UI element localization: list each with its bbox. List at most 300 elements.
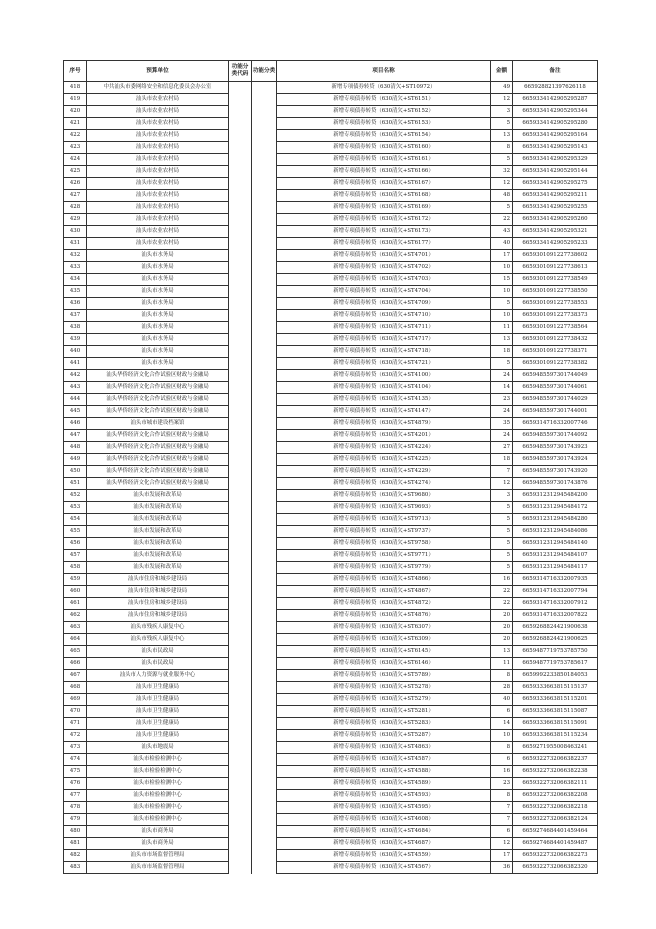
table-row — [64, 670, 598, 682]
header-budget-unit: 预算单位 — [87, 61, 229, 82]
cell-amount: 24 — [491, 430, 513, 442]
table-row — [64, 238, 598, 250]
cell-project-name: 新增专项债券转贷（630清欠+ST6309） — [277, 634, 491, 646]
cell-project-name: 新增专项债券转贷（630清欠+ST6173） — [277, 226, 491, 238]
header-amount: 金额 — [491, 61, 513, 82]
cell-project-name: 新增专项债券转贷（630清欠+ST4710） — [277, 310, 491, 322]
cell-note: 6659268824421900638 — [513, 622, 598, 634]
cell-serial-no: 457 — [64, 550, 87, 562]
cell-note: 6659485597301744061 — [513, 382, 598, 394]
cell-note: 6659992233850184053 — [513, 670, 598, 682]
cell-project-name: 新增专项债券转贷（630清欠+ST10972） — [277, 82, 491, 94]
cell-project-name: 新增专项债券转贷（630清欠+ST4224） — [277, 442, 491, 454]
table-row — [64, 682, 598, 694]
cell-note: 6659334142905295287 — [513, 94, 598, 106]
cell-amount: 5 — [491, 118, 513, 130]
cell-budget-unit: 汕头市检验检测中心 — [87, 754, 229, 766]
cell-budget-unit: 汕头华侨经济文化合作试验区财政与金融局 — [87, 466, 229, 478]
cell-serial-no: 467 — [64, 670, 87, 682]
cell-amount: 20 — [491, 610, 513, 622]
cell-amount: 10 — [491, 310, 513, 322]
table-row — [64, 142, 598, 154]
cell-amount: 17 — [491, 850, 513, 862]
cell-amount: 14 — [491, 382, 513, 394]
cell-note: 6659314716332007822 — [513, 610, 598, 622]
cell-serial-no: 434 — [64, 274, 87, 286]
cell-project-name: 新增专项债券转贷（630清欠+ST6161） — [277, 154, 491, 166]
cell-budget-unit: 汕头市水务局 — [87, 262, 229, 274]
cell-project-name: 新增专项债券转贷（630清欠+ST6166） — [277, 166, 491, 178]
table-row — [64, 382, 598, 394]
cell-note: 6659334142905295233 — [513, 238, 598, 250]
cell-budget-unit: 汕头市水务局 — [87, 358, 229, 370]
cell-amount: 16 — [491, 766, 513, 778]
cell-project-name: 新增专项债券转贷（630清欠+ST4866） — [277, 574, 491, 586]
cell-project-name: 新增专项债券转贷（630清欠+ST4100） — [277, 370, 491, 382]
cell-note: 6659485597301743876 — [513, 478, 598, 490]
table-row — [64, 706, 598, 718]
cell-serial-no: 421 — [64, 118, 87, 130]
cell-function-code-merged — [229, 82, 252, 874]
header-function-code: 功能分类代码 — [229, 61, 252, 82]
cell-serial-no: 433 — [64, 262, 87, 274]
cell-serial-no: 450 — [64, 466, 87, 478]
cell-budget-unit: 汕头市农业农村局 — [87, 106, 229, 118]
cell-note: 6659334142905295260 — [513, 214, 598, 226]
cell-budget-unit: 汕头市水务局 — [87, 310, 229, 322]
cell-budget-unit: 汕头市水务局 — [87, 334, 229, 346]
cell-serial-no: 427 — [64, 190, 87, 202]
cell-amount: 3 — [491, 106, 513, 118]
cell-note: 6659485597301743920 — [513, 466, 598, 478]
table-row — [64, 394, 598, 406]
cell-project-name: 新增专项债券转贷（630清欠+ST4559） — [277, 850, 491, 862]
cell-budget-unit: 汕头市水务局 — [87, 298, 229, 310]
cell-budget-unit: 汕头市人力资源与就业服务中心 — [87, 670, 229, 682]
cell-serial-no: 473 — [64, 742, 87, 754]
cell-note: 6659314716332007746 — [513, 418, 598, 430]
table-row — [64, 262, 598, 274]
cell-budget-unit: 汕头市商务局 — [87, 826, 229, 838]
cell-amount: 5 — [491, 550, 513, 562]
table-row — [64, 346, 598, 358]
cell-budget-unit: 汕头市发展和改革局 — [87, 526, 229, 538]
table-row — [64, 166, 598, 178]
cell-budget-unit: 汕头市农业农村局 — [87, 154, 229, 166]
cell-budget-unit: 汕头市农业农村局 — [87, 130, 229, 142]
cell-serial-no: 477 — [64, 790, 87, 802]
cell-amount: 13 — [491, 130, 513, 142]
cell-amount: 8 — [491, 790, 513, 802]
cell-budget-unit: 汕头市农业农村局 — [87, 214, 229, 226]
cell-budget-unit: 汕头市市场监督管理局 — [87, 850, 229, 862]
cell-serial-no: 463 — [64, 622, 87, 634]
cell-project-name: 新增专项债券转贷（630清欠+ST6160） — [277, 142, 491, 154]
cell-project-name: 新增专项债券转贷（630清欠+ST4104） — [277, 382, 491, 394]
cell-budget-unit: 汕头市检验检测中心 — [87, 766, 229, 778]
cell-note: 6659334142905295143 — [513, 142, 598, 154]
cell-amount: 16 — [491, 574, 513, 586]
table-row — [64, 106, 598, 118]
table-row — [64, 814, 598, 826]
cell-amount: 6 — [491, 754, 513, 766]
table-row — [64, 418, 598, 430]
cell-serial-no: 438 — [64, 322, 87, 334]
cell-project-name: 新增专项债券转贷（630清欠+ST4225） — [277, 454, 491, 466]
cell-project-name: 新增专项债券转贷（630清欠+ST4876） — [277, 610, 491, 622]
cell-budget-unit: 汕头市商务局 — [87, 838, 229, 850]
cell-amount: 18 — [491, 346, 513, 358]
cell-serial-no: 479 — [64, 814, 87, 826]
cell-project-name: 新增专项债券转贷（630清欠+ST4709） — [277, 298, 491, 310]
cell-serial-no: 447 — [64, 430, 87, 442]
cell-budget-unit: 汕头市卫生健康局 — [87, 706, 229, 718]
cell-budget-unit: 汕头市发展和改革局 — [87, 490, 229, 502]
table-row — [64, 862, 598, 874]
cell-note: 6659314716332007912 — [513, 598, 598, 610]
cell-budget-unit: 汕头市发展和改革局 — [87, 562, 229, 574]
cell-budget-unit: 汕头市残疾人康复中心 — [87, 622, 229, 634]
table-row — [64, 850, 598, 862]
cell-budget-unit: 汕头市检验检测中心 — [87, 802, 229, 814]
cell-project-name: 新增专项债券转贷（630清欠+ST4587） — [277, 754, 491, 766]
cell-budget-unit: 汕头华侨经济文化合作试验区财政与金融局 — [87, 382, 229, 394]
cell-amount: 5 — [491, 562, 513, 574]
cell-note: 6659312312945484086 — [513, 526, 598, 538]
cell-project-name: 新增专项债券转贷（630清欠+ST4274） — [277, 478, 491, 490]
cell-project-name: 新增专项债券转贷（630清欠+ST4701） — [277, 250, 491, 262]
cell-serial-no: 432 — [64, 250, 87, 262]
cell-project-name: 新增专项债券转贷（630清欠+ST4702） — [277, 262, 491, 274]
table-row — [64, 406, 598, 418]
budget-table — [63, 60, 598, 874]
cell-budget-unit: 汕头市发展和改革局 — [87, 550, 229, 562]
table-row — [64, 658, 598, 670]
cell-note: 6659301091227738549 — [513, 274, 598, 286]
cell-amount: 15 — [491, 274, 513, 286]
cell-budget-unit: 汕头市检验检测中心 — [87, 778, 229, 790]
table-row — [64, 742, 598, 754]
cell-budget-unit: 汕头市农业农村局 — [87, 178, 229, 190]
cell-project-name: 新增专项债券转贷（630清欠+ST9737） — [277, 526, 491, 538]
cell-serial-no: 448 — [64, 442, 87, 454]
cell-project-name: 新增专项债券转贷（630清欠+ST6307） — [277, 622, 491, 634]
cell-amount: 22 — [491, 586, 513, 598]
cell-amount: 32 — [491, 166, 513, 178]
cell-note: 6659322732066382208 — [513, 790, 598, 802]
cell-amount: 6 — [491, 826, 513, 838]
cell-note: 6659333663815115137 — [513, 682, 598, 694]
cell-budget-unit: 汕头市水务局 — [87, 322, 229, 334]
cell-budget-unit: 汕头华侨经济文化合作试验区财政与金融局 — [87, 406, 229, 418]
cell-amount: 23 — [491, 394, 513, 406]
table-row — [64, 598, 598, 610]
cell-amount: 27 — [491, 442, 513, 454]
cell-note: 6659301091227738382 — [513, 358, 598, 370]
cell-serial-no: 437 — [64, 310, 87, 322]
cell-amount: 10 — [491, 286, 513, 298]
cell-budget-unit: 汕头市卫生健康局 — [87, 682, 229, 694]
table-row — [64, 718, 598, 730]
table-row — [64, 550, 598, 562]
table-row — [64, 214, 598, 226]
table-row — [64, 526, 598, 538]
cell-project-name: 新增专项债券转贷（630清欠+ST6145） — [277, 646, 491, 658]
cell-amount: 36 — [491, 862, 513, 874]
cell-serial-no: 471 — [64, 718, 87, 730]
cell-note: 6659268824421900625 — [513, 634, 598, 646]
table-row — [64, 274, 598, 286]
cell-serial-no: 439 — [64, 334, 87, 346]
table-row — [64, 778, 598, 790]
cell-serial-no: 430 — [64, 226, 87, 238]
cell-note: 6659485597301744092 — [513, 430, 598, 442]
cell-amount: 13 — [491, 646, 513, 658]
cell-project-name: 新增专项债券转贷（630清欠+ST9771） — [277, 550, 491, 562]
cell-project-name: 新增专项债券转贷（630清欠+ST5789） — [277, 670, 491, 682]
cell-note: 665928821397626118 — [513, 82, 598, 94]
cell-budget-unit: 汕头市水务局 — [87, 346, 229, 358]
cell-amount: 24 — [491, 406, 513, 418]
cell-project-name: 新增专项债券转贷（630清欠+ST9758） — [277, 538, 491, 550]
table-row — [64, 178, 598, 190]
cell-budget-unit: 汕头市水务局 — [87, 274, 229, 286]
cell-serial-no: 465 — [64, 646, 87, 658]
table-row — [64, 754, 598, 766]
cell-amount: 5 — [491, 298, 513, 310]
cell-project-name: 新增专项债券转贷（630清欠+ST6154） — [277, 130, 491, 142]
table-row — [64, 730, 598, 742]
cell-note: 6659301091227738432 — [513, 334, 598, 346]
cell-budget-unit: 汕头市住房和城乡建设局 — [87, 598, 229, 610]
cell-serial-no: 431 — [64, 238, 87, 250]
cell-project-name: 新增专项债券转贷（630清欠+ST9680） — [277, 490, 491, 502]
cell-amount: 5 — [491, 502, 513, 514]
cell-project-name: 新增专项债券转贷（630清欠+ST6152） — [277, 106, 491, 118]
cell-serial-no: 429 — [64, 214, 87, 226]
cell-note: 6659312312945484200 — [513, 490, 598, 502]
cell-project-name: 新增专项债券转贷（630清欠+ST6169） — [277, 202, 491, 214]
table-row — [64, 634, 598, 646]
cell-serial-no: 483 — [64, 862, 87, 874]
table-row — [64, 502, 598, 514]
table-row — [64, 298, 598, 310]
table-row — [64, 838, 598, 850]
cell-serial-no: 475 — [64, 766, 87, 778]
cell-note: 6659301091227738553 — [513, 298, 598, 310]
cell-note: 6659322732066382237 — [513, 754, 598, 766]
cell-budget-unit: 汕头华侨经济文化合作试验区财政与金融局 — [87, 478, 229, 490]
table-row — [64, 826, 598, 838]
cell-budget-unit: 汕头市农业农村局 — [87, 166, 229, 178]
table-row — [64, 130, 598, 142]
table-row — [64, 358, 598, 370]
cell-budget-unit: 汕头市发展和改革局 — [87, 514, 229, 526]
cell-budget-unit: 汕头市发展和改革局 — [87, 502, 229, 514]
cell-note: 6659312312945484117 — [513, 562, 598, 574]
cell-amount: 12 — [491, 94, 513, 106]
cell-amount: 5 — [491, 154, 513, 166]
table-row — [64, 430, 598, 442]
cell-serial-no: 482 — [64, 850, 87, 862]
cell-budget-unit: 汕头市地震局 — [87, 742, 229, 754]
cell-amount: 18 — [491, 454, 513, 466]
cell-project-name: 新增专项债券转贷（630清欠+ST4872） — [277, 598, 491, 610]
cell-budget-unit: 汕头华侨经济文化合作试验区财政与金融局 — [87, 430, 229, 442]
cell-project-name: 新增专项债券转贷（630清欠+ST4863） — [277, 742, 491, 754]
cell-serial-no: 435 — [64, 286, 87, 298]
cell-note: 6659487719753785617 — [513, 658, 598, 670]
cell-note: 6659301091227738602 — [513, 250, 598, 262]
cell-project-name: 新增专项债券转贷（630清欠+ST6172） — [277, 214, 491, 226]
cell-note: 6659322732066382320 — [513, 862, 598, 874]
cell-budget-unit: 中共汕头市委网络安全和信息化委员会办公室 — [87, 82, 229, 94]
header-project-name: 项目名称 — [277, 61, 491, 82]
cell-project-name: 新增专项债券转贷（630清欠+ST4608） — [277, 814, 491, 826]
cell-amount: 8 — [491, 742, 513, 754]
cell-project-name: 新增专项债券转贷（630清欠+ST4717） — [277, 334, 491, 346]
cell-serial-no: 423 — [64, 142, 87, 154]
table-row — [64, 802, 598, 814]
cell-serial-no: 424 — [64, 154, 87, 166]
cell-note: 6659301091227738564 — [513, 322, 598, 334]
cell-amount: 7 — [491, 466, 513, 478]
cell-project-name: 新增专项债券转贷（630清欠+ST4704） — [277, 286, 491, 298]
cell-project-name: 新增专项债券转贷（630清欠+ST6177） — [277, 238, 491, 250]
table-row — [64, 694, 598, 706]
cell-amount: 12 — [491, 478, 513, 490]
cell-serial-no: 480 — [64, 826, 87, 838]
cell-serial-no: 436 — [64, 298, 87, 310]
cell-budget-unit: 汕头华侨经济文化合作试验区财政与金融局 — [87, 442, 229, 454]
cell-project-name: 新增专项债券转贷（630清欠+ST5281） — [277, 706, 491, 718]
cell-budget-unit: 汕头市城市建设档案馆 — [87, 418, 229, 430]
cell-serial-no: 462 — [64, 610, 87, 622]
cell-serial-no: 464 — [64, 634, 87, 646]
cell-project-name: 新增专项债券转贷（630清欠+ST6167） — [277, 178, 491, 190]
cell-amount: 49 — [491, 82, 513, 94]
cell-budget-unit: 汕头华侨经济文化合作试验区财政与金融局 — [87, 454, 229, 466]
cell-note: 6659322732066382124 — [513, 814, 598, 826]
table-row — [64, 310, 598, 322]
cell-note: 6659333663815115234 — [513, 730, 598, 742]
table-row — [64, 190, 598, 202]
cell-amount: 5 — [491, 202, 513, 214]
cell-budget-unit: 汕头市市场监督管理局 — [87, 862, 229, 874]
cell-amount: 10 — [491, 262, 513, 274]
cell-note: 6659312312945484280 — [513, 514, 598, 526]
cell-project-name: 新增专项债券转贷（630清欠+ST4135） — [277, 394, 491, 406]
table-row — [64, 466, 598, 478]
cell-note: 6659314716332007935 — [513, 574, 598, 586]
cell-note: 6659314716332007794 — [513, 586, 598, 598]
cell-note: 6659312312945484172 — [513, 502, 598, 514]
cell-budget-unit: 汕头市农业农村局 — [87, 190, 229, 202]
table-row — [64, 334, 598, 346]
cell-serial-no: 474 — [64, 754, 87, 766]
cell-note: 6659485597301743924 — [513, 454, 598, 466]
cell-function-category-merged — [252, 82, 277, 874]
cell-budget-unit: 汕头市住房和城乡建设局 — [87, 610, 229, 622]
table-row — [64, 250, 598, 262]
table-row — [64, 370, 598, 382]
cell-project-name: 新增专项债券转贷（630清欠+ST4718） — [277, 346, 491, 358]
cell-project-name: 新增专项债券转贷（630清欠+ST4687） — [277, 838, 491, 850]
cell-serial-no: 476 — [64, 778, 87, 790]
table-row — [64, 322, 598, 334]
cell-amount: 12 — [491, 838, 513, 850]
cell-serial-no: 428 — [64, 202, 87, 214]
cell-serial-no: 440 — [64, 346, 87, 358]
cell-serial-no: 444 — [64, 394, 87, 406]
cell-note: 6659301091227738371 — [513, 346, 598, 358]
cell-note: 6659334142905295255 — [513, 202, 598, 214]
cell-budget-unit: 汕头市住房和城乡建设局 — [87, 574, 229, 586]
cell-note: 6659322732066382273 — [513, 850, 598, 862]
cell-note: 6659334142905295275 — [513, 178, 598, 190]
cell-amount: 48 — [491, 190, 513, 202]
cell-note: 6659334142905295144 — [513, 166, 598, 178]
cell-amount: 5 — [491, 358, 513, 370]
header-serial-no: 序号 — [64, 61, 87, 82]
cell-project-name: 新增专项债券转贷（630清欠+ST4589） — [277, 778, 491, 790]
cell-note: 6659487719753785750 — [513, 646, 598, 658]
cell-serial-no: 469 — [64, 694, 87, 706]
table-row — [64, 478, 598, 490]
cell-note: 6659333663815115201 — [513, 694, 598, 706]
cell-note: 6659485597301744001 — [513, 406, 598, 418]
cell-project-name: 新增专项债券转贷（630清欠+ST5283） — [277, 718, 491, 730]
cell-budget-unit: 汕头市农业农村局 — [87, 118, 229, 130]
cell-note: 6659333663815115087 — [513, 706, 598, 718]
cell-amount: 20 — [491, 634, 513, 646]
cell-budget-unit: 汕头市卫生健康局 — [87, 694, 229, 706]
cell-amount: 5 — [491, 526, 513, 538]
cell-project-name: 新增专项债券转贷（630清欠+ST4879） — [277, 418, 491, 430]
cell-amount: 10 — [491, 730, 513, 742]
table-row — [64, 622, 598, 634]
table-row — [64, 82, 598, 94]
table-row — [64, 766, 598, 778]
cell-amount: 43 — [491, 226, 513, 238]
table-row — [64, 442, 598, 454]
cell-serial-no: 443 — [64, 382, 87, 394]
cell-budget-unit: 汕头市农业农村局 — [87, 142, 229, 154]
cell-budget-unit: 汕头市农业农村局 — [87, 202, 229, 214]
cell-amount: 40 — [491, 694, 513, 706]
cell-note: 6659334142905295321 — [513, 226, 598, 238]
table-row — [64, 454, 598, 466]
table-header-row — [64, 61, 598, 82]
cell-note: 6659485597301743923 — [513, 442, 598, 454]
cell-serial-no: 420 — [64, 106, 87, 118]
cell-note: 6659301091227738373 — [513, 310, 598, 322]
cell-amount: 13 — [491, 334, 513, 346]
cell-budget-unit: 汕头市水务局 — [87, 250, 229, 262]
cell-project-name: 新增专项债券转贷（630清欠+ST4229） — [277, 466, 491, 478]
cell-project-name: 新增专项债券转贷（630清欠+ST6146） — [277, 658, 491, 670]
cell-amount: 20 — [491, 622, 513, 634]
table-row — [64, 586, 598, 598]
table-row — [64, 154, 598, 166]
cell-serial-no: 419 — [64, 94, 87, 106]
cell-serial-no: 451 — [64, 478, 87, 490]
cell-amount: 12 — [491, 178, 513, 190]
cell-serial-no: 481 — [64, 838, 87, 850]
cell-project-name: 新增专项债券转贷（630清欠+ST9779） — [277, 562, 491, 574]
cell-budget-unit: 汕头华侨经济文化合作试验区财政与金融局 — [87, 370, 229, 382]
table-row — [64, 610, 598, 622]
